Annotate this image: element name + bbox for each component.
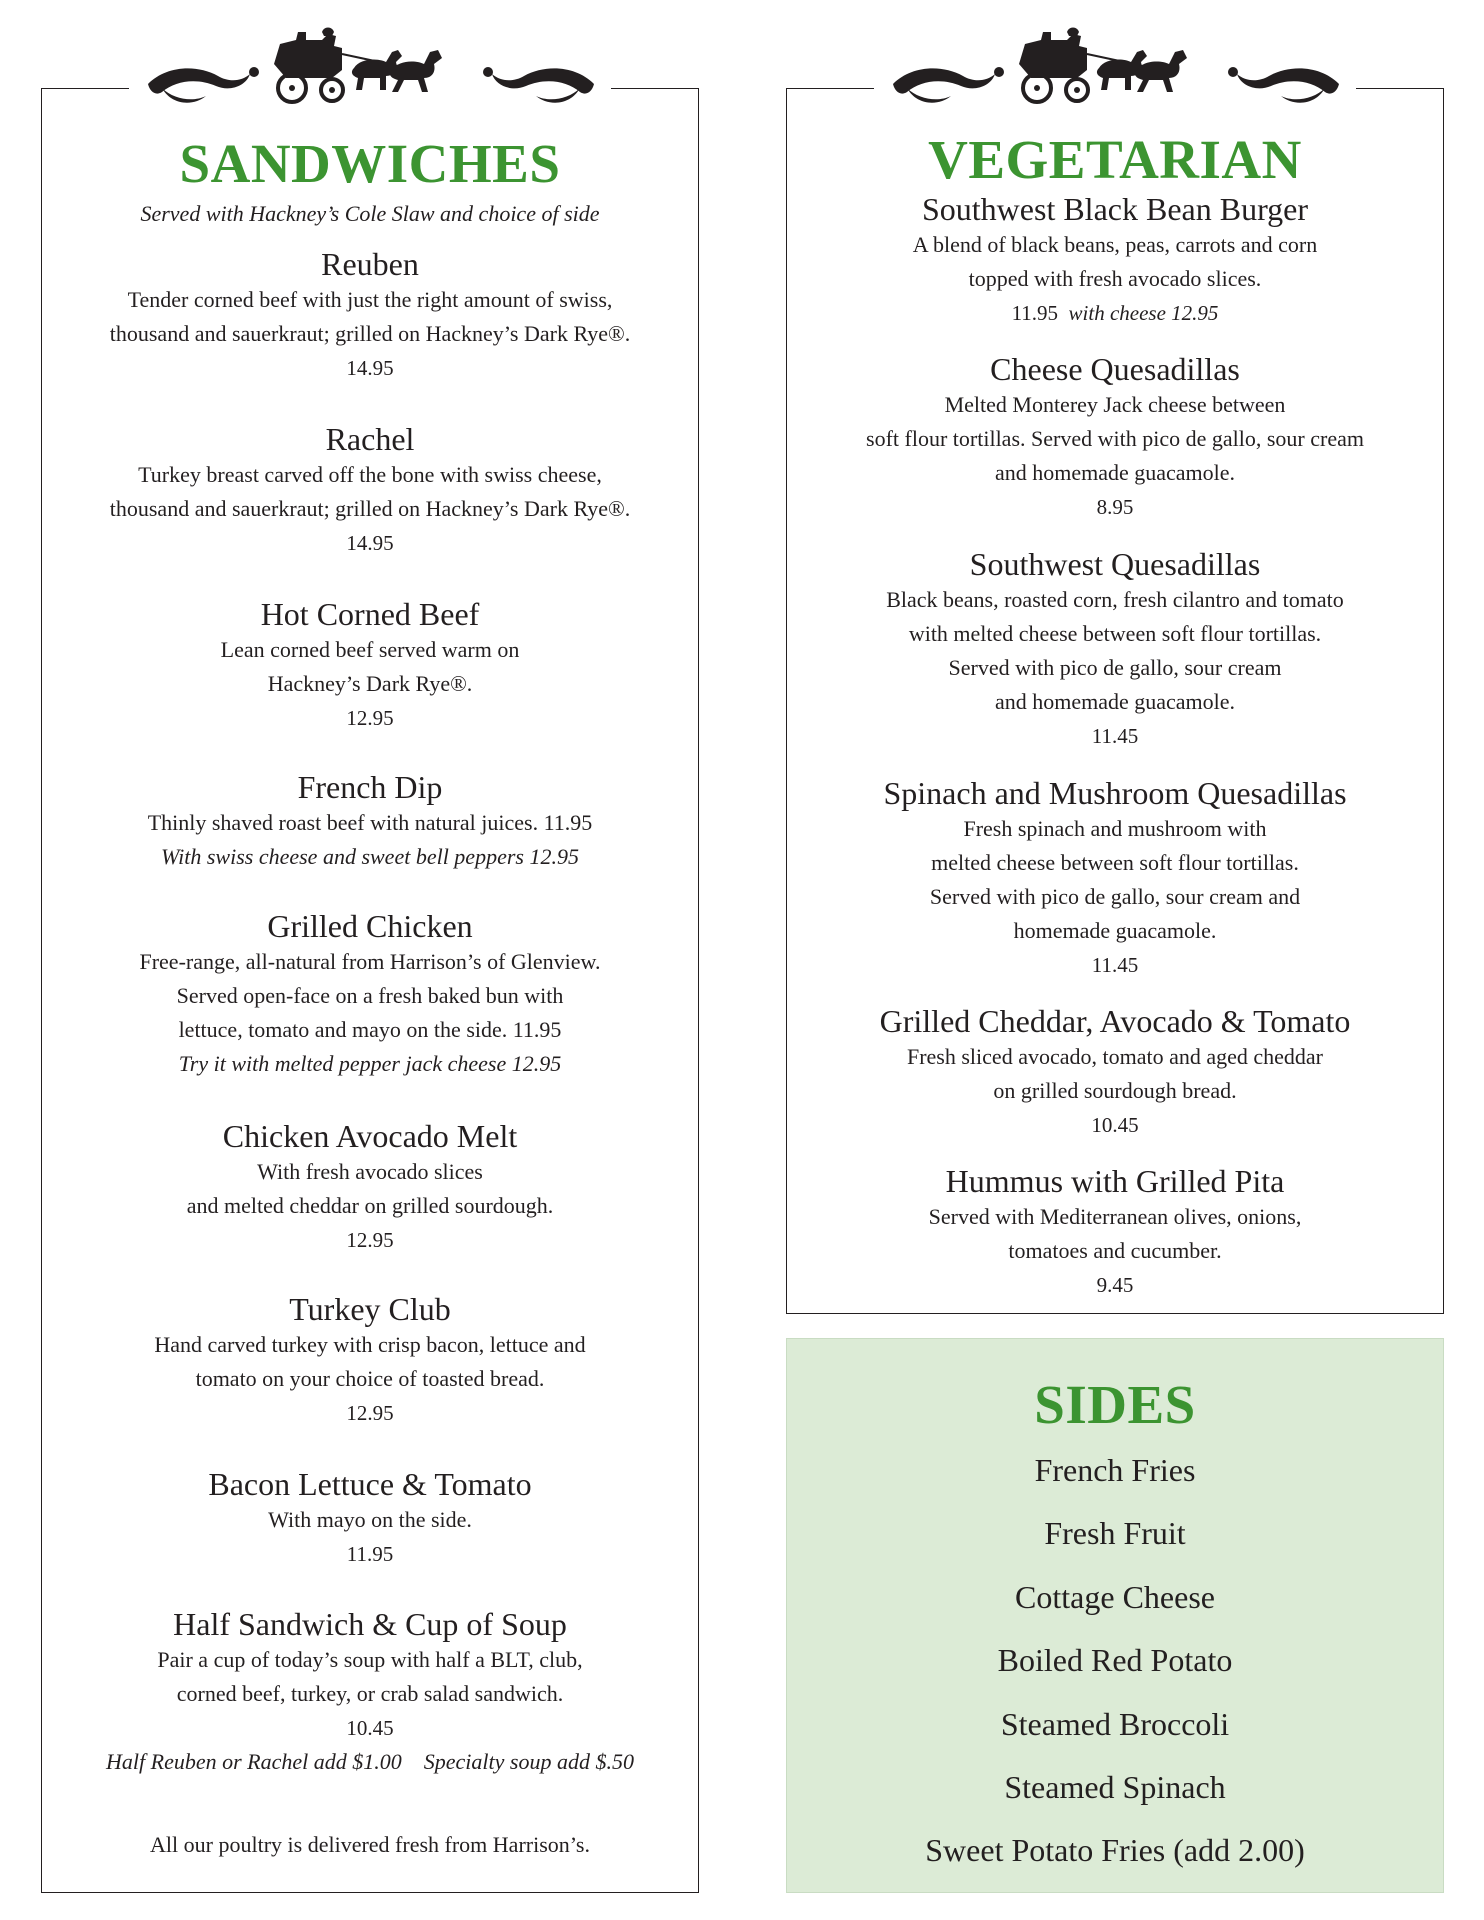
panel-top-border-right [1356,88,1444,89]
menu-item [42,421,698,560]
item-price: 9.45 [1096,1272,1134,1297]
item-description: Pair a cup of today’s soup with half a BLT, club, corned beef, turkey, or crab salad sandwich. [157,1646,583,1706]
item-note: With swiss cheese and sweet bell peppers 12.95 [161,843,579,869]
item-price: 11.45 [1091,723,1139,748]
item-price: 11.95 [346,1541,394,1566]
item-name: Turkey Club [289,1291,451,1327]
item-name: Chicken Avocado Melt [222,1118,518,1154]
item-price: 10.45 [346,1715,394,1740]
item-price: 10.45 [1091,1112,1139,1137]
item-description: Served with Mediterranean olives, onions, tomatoes and cucumber. [928,1203,1302,1263]
item-name: Spinach and Mushroom Quesadillas [883,775,1347,811]
item-price: 12.95 [346,1400,394,1425]
side-item: Cottage Cheese [1015,1578,1215,1615]
side-item: Steamed Spinach [1004,1769,1226,1806]
item-description: Fresh spinach and mushroom with melted cheese between soft flour tortillas. Served with pico de gallo, sour cream and homemade guacamole. [929,815,1301,943]
item-description: Fresh sliced avocado, tomato and aged cheddar on grilled sourdough bread. [906,1043,1323,1103]
item-price-note: with cheese 12.95 [1068,300,1219,325]
menu-item [42,596,698,735]
menu-item [42,769,698,874]
menu-item [42,1466,698,1571]
menu-item [787,351,1443,524]
item-description: Melted Monterey Jack cheese between soft flour tortillas. Served with pico de gallo, sour cream and homemade guacamole. [866,391,1364,485]
item-name: Grilled Cheddar, Avocado & Tomato [879,1003,1351,1039]
menu-item [42,246,698,385]
section-title-sides: SIDES [1034,1374,1196,1435]
menu-item [787,191,1443,330]
panel-top-border-left [786,88,874,89]
poultry-footer-note: All our poultry is delivered fresh from Harrison’s. [150,1832,590,1857]
item-description: Black beans, roasted corn, fresh cilantro and tomato with melted cheese between soft flour tortillas. Served with pico de gallo, sour cream and homemade guacamole. [886,586,1344,714]
item-price: 12.95 [346,705,394,730]
item-name: Hot Corned Beef [260,596,480,632]
item-description: Hand carved turkey with crisp bacon, lettuce and tomato on your choice of toasted bread. [154,1331,586,1391]
sides-list [787,1439,1443,1883]
menu-item [42,1291,698,1430]
item-name: Southwest Black Bean Burger [921,191,1308,227]
side-item: Sweet Potato Fries (add 2.00) [925,1832,1305,1869]
item-name: French Dip [297,769,443,805]
item-description: With fresh avocado slices and melted cheddar on grilled sourdough. [186,1158,554,1218]
item-price: 8.95 [1096,494,1134,519]
item-note: Try it with melted pepper jack cheese 12.95 [178,1050,562,1076]
item-description: Free-range, all-natural from Harrison’s of Glenview. Served open-face on a fresh baked bun with lettuce, tomato and mayo on the side. 11.95 [139,948,601,1042]
item-description: A blend of black beans, peas, carrots and corn topped with fresh avocado slices. [912,231,1318,291]
item-name: Bacon Lettuce & Tomato [208,1466,532,1502]
menu-item [787,775,1443,982]
side-item: Fresh Fruit [1044,1515,1186,1552]
side-item: Boiled Red Potato [997,1642,1233,1679]
menu-item [787,546,1443,753]
item-description: Turkey breast carved off the bone with swiss cheese, thousand and sauerkraut; grilled on Hackney’s Dark Rye®. [109,461,631,521]
item-name: Hummus with Grilled Pita [945,1163,1285,1199]
item-name: Cheese Quesadillas [990,351,1240,387]
side-item: French Fries [1034,1452,1196,1488]
item-name: Half Sandwich & Cup of Soup [173,1606,567,1642]
item-name: Southwest Quesadillas [969,546,1261,582]
horse-carriage-icon [891,26,1341,118]
menu-item [787,1003,1443,1142]
item-name: Rachel [325,421,415,457]
item-description: Lean corned beef served warm on Hackney’s Dark Rye®. [220,636,520,696]
panel-top-border-left [41,88,129,89]
panel-top-border-right [611,88,699,89]
menu-item [42,1118,698,1257]
item-description: Tender corned beef with just the right amount of swiss, thousand and sauerkraut; grilled on Hackney’s Dark Rye®. [109,286,631,346]
horse-carriage-icon [146,26,596,118]
item-price: 14.95 [346,355,394,380]
item-description: With mayo on the side. [268,1506,472,1532]
section-title-sandwiches: SANDWICHES [179,133,561,194]
item-name: Grilled Chicken [267,908,473,944]
menu-item [42,908,698,1081]
menu-item [787,1163,1443,1302]
section-title-vegetarian: VEGETARIAN [928,129,1302,190]
item-price: 11.95 [1011,300,1059,325]
side-item: Steamed Broccoli [1000,1705,1230,1742]
sandwiches-panel [41,88,699,1893]
item-price: 14.95 [346,530,394,555]
menu-item [42,1606,698,1779]
section-subtitle: Served with Hackney’s Cole Slaw and choice of side [140,201,600,226]
item-description: Thinly shaved roast beef with natural juices. 11.95 [147,809,593,835]
item-name: Reuben [321,246,419,282]
item-price: 11.45 [1091,952,1139,977]
sides-panel [786,1338,1444,1893]
vegetarian-panel [786,88,1444,1314]
item-price: 12.95 [346,1227,394,1252]
item-note: Half Reuben or Rachel add $1.00 Specialty soup add $.50 [106,1748,634,1774]
